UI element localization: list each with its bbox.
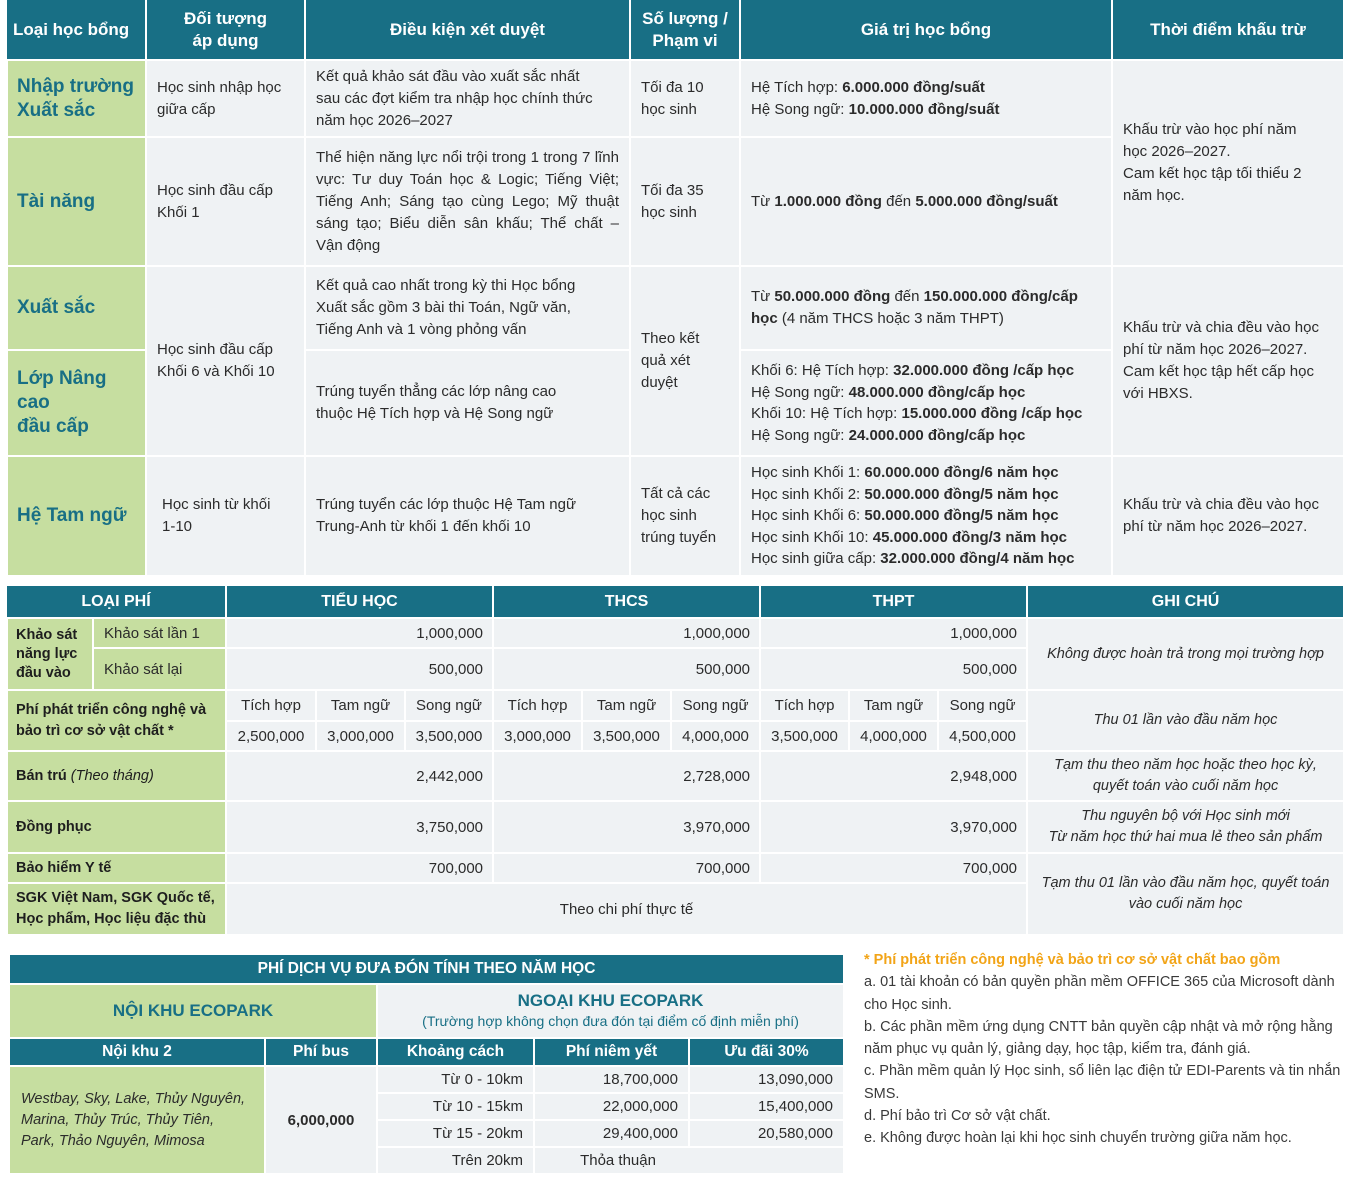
distance: Từ 15 - 20km xyxy=(377,1120,534,1147)
fee-value: 1,000,000 xyxy=(760,618,1027,648)
fee-value: 4,000,000 xyxy=(849,721,938,751)
fee-value: 500,000 xyxy=(493,648,760,690)
scholarship-header-row xyxy=(7,0,1344,60)
discount-fee: 13,090,000 xyxy=(689,1066,844,1093)
fee-value: 2,442,000 xyxy=(226,751,493,801)
header-scholarship-type: Loại học bổng xyxy=(7,0,146,60)
value-amount: 6.000.000 đồng/suất xyxy=(842,78,985,96)
tech-subheader: Tam ngữ xyxy=(316,690,405,721)
discount-fee: 15,400,000 xyxy=(689,1093,844,1120)
inner-zone-areas: Westbay, Sky, Lake, Thủy Nguyên, Marina, Thủy Trúc, Thủy Tiên, Park, Thảo Nguyên, Mimosa xyxy=(9,1066,265,1174)
distance: Từ 10 - 15km xyxy=(377,1093,534,1120)
value-text: Từ xyxy=(751,192,775,210)
tech-fee-label: Phí phát triển công nghệ và bảo trì cơ sở vật chất * xyxy=(7,690,226,751)
tech-subheader: Tích hợp xyxy=(226,690,316,721)
fee-value: 3,500,000 xyxy=(760,721,849,751)
value-amount: 50.000.000 đồng/5 năm học xyxy=(864,485,1059,503)
value-text: Khối 10: Hệ Tích hợp: xyxy=(751,405,902,422)
fee-value: Theo chi phí thực tế xyxy=(226,883,1027,935)
listed-fee: 29,400,000 xyxy=(534,1120,689,1147)
fee-header-row xyxy=(7,586,1344,618)
boarding-label-sub: (Theo tháng) xyxy=(70,767,154,784)
scholarship-condition: Kết quả cao nhất trong kỳ thi Học bổng Xuất sắc gồm 3 bài thi Toán, Ngữ văn, Tiếng Anh và 1 vòng phỏng vấn xyxy=(305,266,630,350)
scholarship-type: Tài năng xyxy=(7,137,146,266)
fee-value: 2,500,000 xyxy=(226,721,316,751)
header-primary: TIỂU HỌC xyxy=(226,586,493,618)
fee-table xyxy=(6,586,1345,936)
scholarship-quantity: Tất cả các học sinh trúng tuyển xyxy=(630,456,740,576)
header-quantity: Số lượng / Phạm vi xyxy=(630,0,740,60)
scholarship-value xyxy=(740,137,1112,266)
scholarship-type: Nhập trường Xuất sắc xyxy=(7,60,146,137)
tech-subheader: Tam ngữ xyxy=(849,690,938,721)
scholarship-value xyxy=(740,456,1112,576)
scholarship-target: Học sinh đầu cấp Khối 6 và Khối 10 xyxy=(146,266,305,456)
scholarship-value xyxy=(740,60,1112,137)
tech-subheader: Song ngữ xyxy=(671,690,760,721)
value-amount: 15.000.000 đồng /cấp học xyxy=(901,405,1083,422)
outer-zone-header xyxy=(377,984,844,1038)
note-item: b. Các phần mềm ứng dụng CNTT bản quyền cập nhật và mở rộng hằng năm phục vụ quản lý, giảng dạy, học tập, kiểm tra, đánh giá. xyxy=(864,1018,1333,1058)
scholarship-deduction: Khấu trừ vào học phí năm học 2026–2027. Cam kết học tập tối thiểu 2 năm học. xyxy=(1112,60,1344,266)
scholarship-value xyxy=(740,266,1112,350)
outer-zone-subtitle: (Trường hợp không chọn đưa đón tại điểm cố định miễn phí) xyxy=(422,1013,799,1029)
value-amount: 32.000.000 đồng /cấp học xyxy=(893,362,1075,379)
value-amount: 32.000.000 đồng/4 năm học xyxy=(880,550,1075,568)
inner-bus-fee: 6,000,000 xyxy=(265,1066,377,1174)
scholarship-row xyxy=(7,456,1344,576)
scholarship-target: Học sinh nhập học giữa cấp xyxy=(146,60,305,137)
uniform-label: Đồng phục xyxy=(7,801,226,853)
fee-value: 4,000,000 xyxy=(671,721,760,751)
scholarship-table xyxy=(6,0,1345,577)
scholarship-quantity: Theo kết quả xét duyệt xyxy=(630,266,740,456)
fee-value: 3,970,000 xyxy=(760,801,1027,853)
fee-value: 3,970,000 xyxy=(493,801,760,853)
survey-again-label: Khảo sát lại xyxy=(93,648,226,690)
value-amount: 45.000.000 đồng/3 năm học xyxy=(872,528,1067,546)
fee-row xyxy=(7,801,1344,853)
tech-subheader: Song ngữ xyxy=(938,690,1027,721)
value-text: Hệ Song ngữ: xyxy=(751,426,849,444)
inner-zone-header: NỘI KHU ECOPARK xyxy=(9,984,377,1038)
header-value: Giá trị học bổng xyxy=(740,0,1112,60)
value-text: Hệ Tích hợp: xyxy=(751,78,843,96)
survey-first-label: Khảo sát lần 1 xyxy=(93,618,226,648)
bus-title-row xyxy=(9,954,844,984)
header-deduction: Thời điểm khấu trừ xyxy=(1112,0,1344,60)
fee-note: Thu nguyên bộ với Học sinh mới Từ năm học thứ hai mua lẻ theo sản phẩm xyxy=(1027,801,1344,853)
note-item: c. Phần mềm quản lý Học sinh, sổ liên lạc điện tử EDI-Parents và tin nhắn SMS. xyxy=(864,1063,1341,1102)
fee-row xyxy=(7,853,1344,883)
fee-note: Thu 01 lần vào đầu năm học xyxy=(1027,690,1344,751)
outer-zone-title: NGOẠI KHU ECOPARK xyxy=(517,991,704,1010)
fee-value: 2,948,000 xyxy=(760,751,1027,801)
header-high-school: THPT xyxy=(760,586,1027,618)
header-fee-type: LOẠI PHÍ xyxy=(7,586,226,618)
value-amount: 48.000.000 đồng/cấp học xyxy=(848,383,1026,401)
note-item: a. 01 tài khoản có bản quyền phần mềm OFFICE 365 của Microsoft dành cho Học sinh. xyxy=(864,974,1335,1013)
boarding-label xyxy=(7,751,226,801)
header-secondary: THCS xyxy=(493,586,760,618)
scholarship-deduction: Khấu trừ và chia đều vào học phí từ năm học 2026–2027. xyxy=(1112,456,1344,576)
value-text: đến xyxy=(881,192,916,210)
notes-title: * Phí phát triển công nghệ và bảo trì cơ sở vật chất bao gồm xyxy=(864,952,1281,968)
header-target: Đối tượng áp dụng xyxy=(146,0,305,60)
tech-subheader: Tam ngữ xyxy=(582,690,671,721)
value-text: Học sinh Khối 10: xyxy=(751,528,873,546)
scholarship-deduction: Khấu trừ và chia đều vào học phí từ năm học 2026–2027. Cam kết học tập hết cấp học với HBXS. xyxy=(1112,266,1344,456)
scholarship-condition: Trúng tuyển các lớp thuộc Hệ Tam ngữ Trung-Anh từ khối 1 đến khối 10 xyxy=(305,456,630,576)
fee-value: 1,000,000 xyxy=(226,618,493,648)
fee-value: 1,000,000 xyxy=(493,618,760,648)
tech-fee-notes xyxy=(864,949,1354,1150)
scholarship-target: Học sinh từ khối 1-10 xyxy=(146,456,305,576)
books-label: SGK Việt Nam, SGK Quốc tế, Học phẩm, Học liệu đặc thù xyxy=(7,883,226,935)
value-text: Học sinh Khối 1: xyxy=(751,464,865,482)
bus-fee-table xyxy=(8,953,845,1175)
fee-note: Tạm thu theo năm học hoặc theo học kỳ, quyết toán vào cuối năm học xyxy=(1027,751,1344,801)
bus-zone-row xyxy=(9,984,844,1038)
fee-note: Không được hoàn trả trong mọi trường hợp xyxy=(1027,618,1344,690)
value-amount: 5.000.000 đồng/suất xyxy=(915,192,1058,210)
fee-value: 700,000 xyxy=(760,853,1027,883)
distance: Trên 20km xyxy=(377,1147,534,1174)
value-text: đến xyxy=(890,288,924,305)
scholarship-type: Hệ Tam ngữ xyxy=(7,456,146,576)
fee-value: 500,000 xyxy=(226,648,493,690)
value-amount: 150.000.000 đồng/cấp học xyxy=(751,288,1078,327)
scholarship-type: Xuất sắc xyxy=(7,266,146,350)
value-amount: 1.000.000 đồng xyxy=(774,192,882,210)
tech-subheader: Tích hợp xyxy=(760,690,849,721)
scholarship-condition: Trúng tuyển thẳng các lớp nâng cao thuộc Hệ Tích hợp và Hệ Song ngữ xyxy=(305,350,630,456)
negotiable: Thỏa thuận xyxy=(534,1147,844,1174)
header-note: GHI CHÚ xyxy=(1027,586,1344,618)
scholarship-condition: Kết quả khảo sát đầu vào xuất sắc nhất sau các đợt kiểm tra nhập học chính thức năm học 2026–2027 xyxy=(305,60,630,137)
fee-value: 700,000 xyxy=(493,853,760,883)
col-listed-fee: Phí niêm yết xyxy=(534,1038,689,1066)
value-text: Học sinh giữa cấp: xyxy=(751,550,881,568)
fee-value: 2,728,000 xyxy=(493,751,760,801)
fee-row xyxy=(7,751,1344,801)
value-amount: 10.000.000 đồng/suất xyxy=(848,100,1000,118)
value-text: Khối 6: Hệ Tích hợp: xyxy=(751,362,894,379)
value-amount: 60.000.000 đồng/6 năm học xyxy=(864,464,1059,482)
fee-value: 700,000 xyxy=(226,853,493,883)
value-text: (4 năm THCS hoặc 3 năm THPT) xyxy=(777,310,1004,327)
value-text: Hệ Song ngữ: xyxy=(751,100,849,118)
boarding-label-text: Bán trú xyxy=(16,767,67,784)
discount-fee: 20,580,000 xyxy=(689,1120,844,1147)
distance: Từ 0 - 10km xyxy=(377,1066,534,1093)
fee-value: 3,000,000 xyxy=(493,721,582,751)
note-item: e. Không được hoàn lại khi học sinh chuyển trường giữa năm học. xyxy=(864,1130,1292,1147)
fee-value: 3,750,000 xyxy=(226,801,493,853)
listed-fee: 18,700,000 xyxy=(534,1066,689,1093)
fee-value: 4,500,000 xyxy=(938,721,1027,751)
fee-value: 3,500,000 xyxy=(405,721,493,751)
survey-label: Khảo sát năng lực đầu vào xyxy=(7,618,93,690)
bus-row xyxy=(9,1066,844,1093)
value-amount: 24.000.000 đồng/cấp học xyxy=(848,426,1026,444)
fee-note: Tạm thu 01 lần vào đầu năm học, quyết toán vào cuối năm học xyxy=(1027,853,1344,935)
header-condition: Điều kiện xét duyệt xyxy=(305,0,630,60)
col-inner-zone: Nội khu 2 xyxy=(9,1038,265,1066)
col-discount: Ưu đãi 30% xyxy=(689,1038,844,1066)
value-text: Học sinh Khối 6: xyxy=(751,507,865,525)
scholarship-target: Học sinh đầu cấp Khối 1 xyxy=(146,137,305,266)
fee-value: 500,000 xyxy=(760,648,1027,690)
scholarship-quantity: Tối đa 10 học sinh xyxy=(630,60,740,137)
fee-row xyxy=(7,690,1344,721)
scholarship-type: Lớp Nâng cao đầu cấp xyxy=(7,350,146,456)
listed-fee: 22,000,000 xyxy=(534,1093,689,1120)
value-text: Từ xyxy=(751,288,775,305)
note-item: d. Phí bảo trì Cơ sở vật chất. xyxy=(864,1108,1051,1125)
tech-subheader: Tích hợp xyxy=(493,690,582,721)
value-text: Học sinh Khối 2: xyxy=(751,485,865,503)
bus-col-header-row xyxy=(9,1038,844,1066)
value-amount: 50.000.000 đồng xyxy=(774,288,891,305)
scholarship-quantity: Tối đa 35 học sinh xyxy=(630,137,740,266)
insurance-label: Bảo hiểm Y tế xyxy=(7,853,226,883)
scholarship-condition: Thể hiện năng lực nổi trội trong 1 trong 7 lĩnh vực: Tư duy Toán học & Logic; Tiếng Việt; Tiếng Anh; Sáng tạo cùng Lego; Mỹ thuật sáng tạo; Biểu diễn sân khấu; Thể chất – Vận động xyxy=(305,137,630,266)
bus-title: PHÍ DỊCH VỤ ĐƯA ĐÓN TÍNH THEO NĂM HỌC xyxy=(9,954,844,984)
fee-value: 3,500,000 xyxy=(582,721,671,751)
fee-value: 3,000,000 xyxy=(316,721,405,751)
scholarship-row xyxy=(7,266,1344,350)
value-amount: 50.000.000 đồng/5 năm học xyxy=(864,507,1059,525)
tech-subheader: Song ngữ xyxy=(405,690,493,721)
scholarship-row xyxy=(7,60,1344,137)
fee-row xyxy=(7,618,1344,648)
col-bus-fee: Phí bus xyxy=(265,1038,377,1066)
scholarship-value xyxy=(740,350,1112,456)
col-distance: Khoảng cách xyxy=(377,1038,534,1066)
value-text: Hệ Song ngữ: xyxy=(751,383,849,401)
